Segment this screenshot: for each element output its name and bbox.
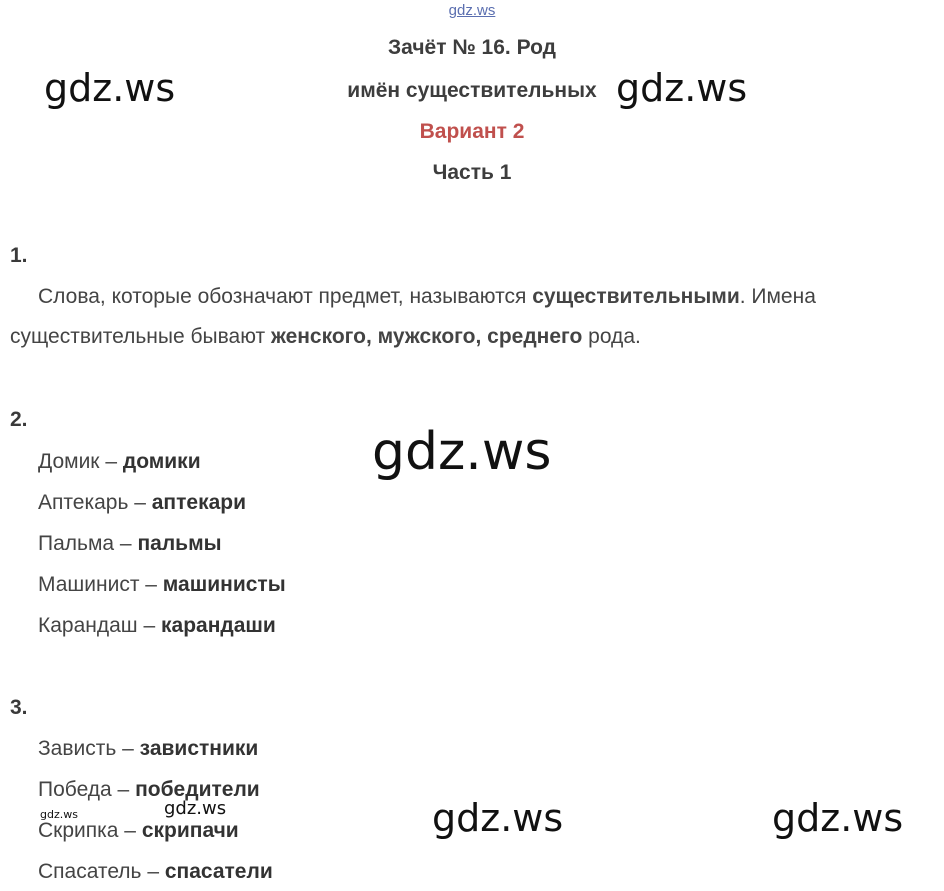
task-3-item: Спасатель – спасатели xyxy=(38,860,273,883)
title-line-2: имён существительных xyxy=(347,79,597,102)
task-3-item: Зависть – завистники xyxy=(38,737,259,760)
task-1-bold-2: женского, мужского, среднего xyxy=(270,325,583,348)
title-line-1: Зачёт № 16. Род xyxy=(388,36,556,59)
watermark-bottom-center: gdz.ws xyxy=(432,796,564,840)
part-label: Часть 1 xyxy=(432,161,512,184)
task-1-paragraph xyxy=(10,277,938,357)
watermark-small-b: gdz.ws xyxy=(164,798,227,819)
task-2-item: Аптекарь – аптекари xyxy=(38,491,247,514)
task-1-text-2: . Имена существительные бывают xyxy=(10,285,816,348)
task-1-number: 1. xyxy=(10,244,28,267)
variant-label: Вариант 2 xyxy=(419,120,525,143)
watermark-right: gdz.ws xyxy=(616,66,748,110)
task-2-item: Домик – домики xyxy=(38,450,201,473)
watermark-small-a: gdz.ws xyxy=(40,808,78,821)
watermark-center: gdz.ws xyxy=(372,422,552,482)
watermark-left: gdz.ws xyxy=(44,66,176,110)
task-2-number: 2. xyxy=(10,408,28,431)
task-3-number: 3. xyxy=(10,696,28,719)
task-3-item: Скрипка – скрипачи xyxy=(38,819,239,842)
watermark-top[interactable]: gdz.ws xyxy=(448,2,496,19)
task-2-item: Машинист – машинисты xyxy=(38,573,286,596)
task-1-bold-1: существительными xyxy=(532,285,740,308)
task-1-text-3: рода. xyxy=(582,325,641,348)
task-2-item: Пальма – пальмы xyxy=(38,532,222,555)
task-3-item: Победа – победители xyxy=(38,778,260,801)
task-2-item: Карандаш – карандаши xyxy=(38,614,276,637)
watermark-bottom-right: gdz.ws xyxy=(772,796,904,840)
task-1-text-1: Слова, которые обозначают предмет, называются xyxy=(38,285,533,308)
